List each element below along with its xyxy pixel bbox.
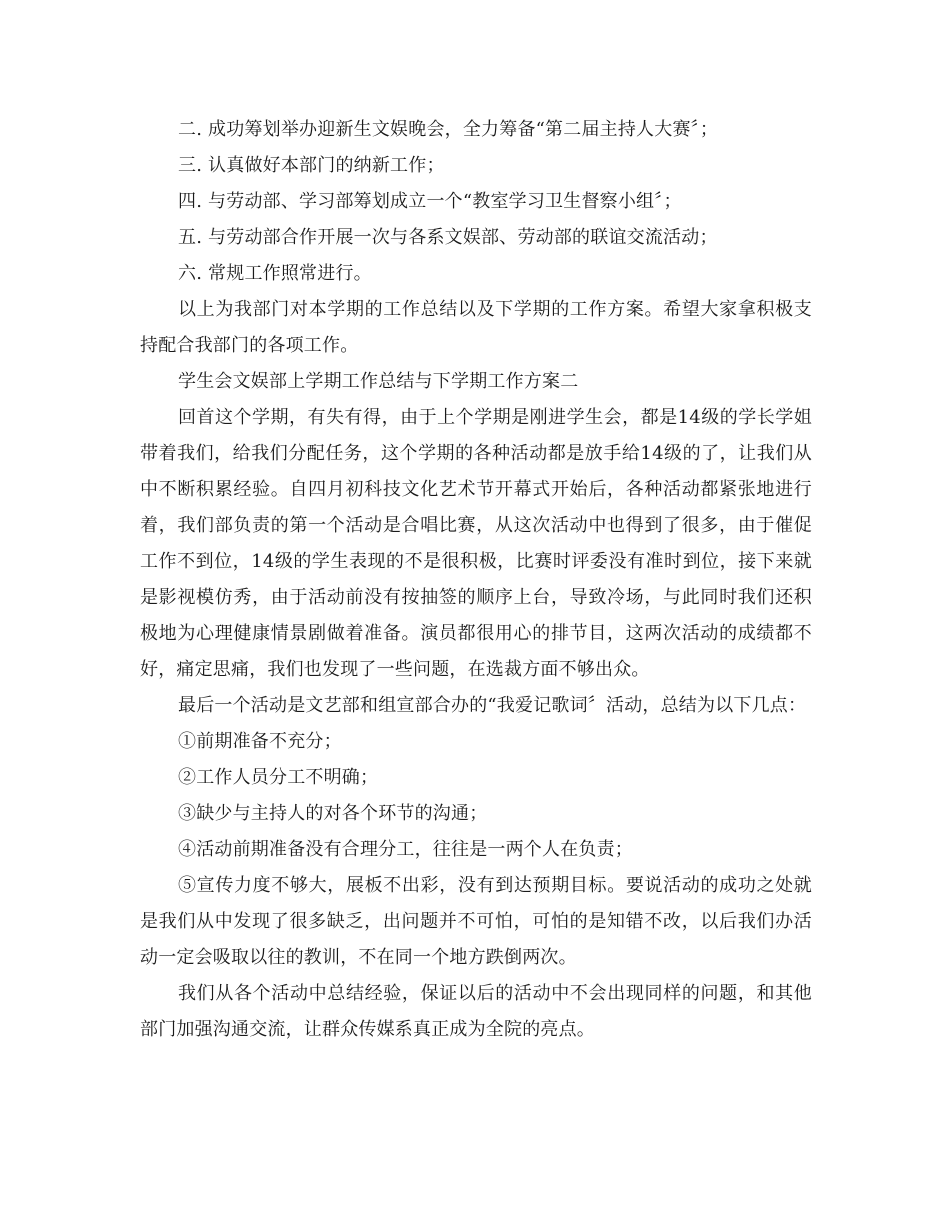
point-2: ②工作人员分工不明确；	[178, 767, 379, 788]
paragraph-conclusion: 我们从各个活动中总结经验，保证以后的活动中不会出现同样的问题，和其他部门加强沟通交流，让群众传媒系真正成为全院的亮点。	[140, 983, 812, 1040]
point-5: ⑤宣传力度不够大，展板不出彩，没有到达预期目标。要说活动的成功之处就是我们从中发现了很多缺乏，出问题并不可怕，可怕的是知错不改，以后我们办活动一定会吸取以往的教训，不在同一个地方跌倒两次。	[140, 875, 812, 968]
paragraph-closing: 以上为我部门对本学期的工作总结以及下学期的工作方案。希望大家拿积极支持配合我部门的各项工作。	[140, 299, 812, 356]
paragraph-item-6: 六. 常规工作照常进行。	[178, 263, 372, 284]
paragraph-last-activity: 最后一个活动是文艺部和组宣部合办的“我爱记歌词〞活动，总结为以下几点：	[178, 695, 807, 716]
point-1: ①前期准备不充分；	[178, 731, 342, 752]
paragraph-item-2: 二. 成功筹划举办迎新生文娱晚会，全力筹备“第二届主持人大赛〞；	[178, 119, 719, 140]
point-3: ③缺少与主持人的对各个环节的沟通；	[178, 803, 488, 824]
point-4: ④活动前期准备没有合理分工，往往是一两个人在负责；	[178, 839, 633, 860]
document-body	[140, 112, 812, 1048]
paragraph-item-3: 三. 认真做好本部门的纳新工作；	[178, 155, 445, 176]
paragraph-item-4: 四. 与劳动部、学习部筹划成立一个“教室学习卫生督察小组〞；	[178, 191, 682, 212]
paragraph-review: 回首这个学期，有失有得，由于上个学期是刚进学生会，都是14级的学长学姐带着我们，给我们分配任务，这个学期的各种活动都是放手给14级的了，让我们从中不断积累经验。自四月初科技文化艺术节开幕式开始后，各种活动都紧张地进行着，我们部负责的第一个活动是合唱比赛，从这次活动中也得到了很多，由于催促工作不到位，14级的学生表现的不是很积极，比赛时评委没有准时到位，接下来就是影视模仿秀，由于活动前没有按抽签的顺序上台，导致冷场，与此同时我们还积极地为心理健康情景剧做着准备。演员都很用心的排节目，这两次活动的成绩都不好，痛定思痛，我们也发现了一些问题，在选裁方面不够出众。	[140, 407, 812, 680]
paragraph-item-5: 五. 与劳动部合作开展一次与各系文娱部、劳动部的联谊交流活动；	[178, 227, 718, 248]
section-title: 学生会文娱部上学期工作总结与下学期工作方案二	[178, 371, 579, 392]
